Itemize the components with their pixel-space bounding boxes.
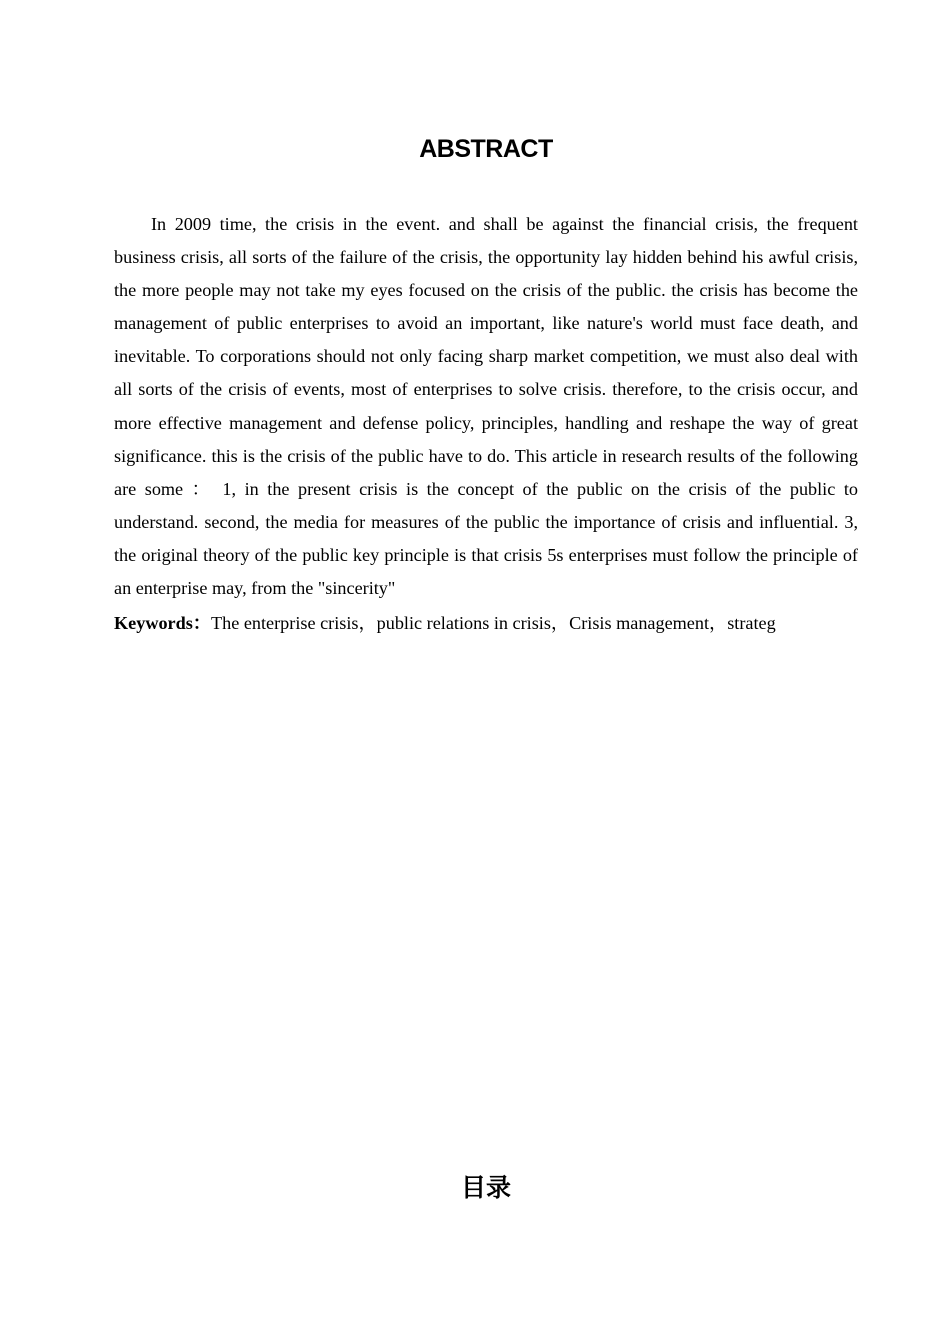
keywords-label: Keywords： [114, 613, 211, 633]
abstract-title: ABSTRACT [419, 135, 553, 163]
table-of-contents-title: 目录 [460, 1173, 511, 1202]
keywords-text: The enterprise crisis，public relations in crisis，Crisis management，strateg [211, 613, 776, 633]
abstract-body: In 2009 time, the crisis in the event. and shall be against the financial crisis, the frequent business crisis, all sorts of the failure of the crisis, the opportunity lay hidden behind his awful crisis, the more people may not take my eyes focused on the crisis of the public. the crisis has become the management of public enterprises to avoid an important, like nature's world must face death, and inevitable. To corporations should not only facing sharp market competition, we must also deal with all sorts of the crisis of events, most of enterprises to solve crisis. therefore, to the crisis occur, and more effective management and defense policy, principles, handling and reshape the way of great significance. this is the crisis of the public have to do. This article in research results of the following are some ： 1, in the present crisis is the concept of the public on the crisis of the public to understand. second, the media for measures of the public the importance of crisis and influential. 3, the original theory of the public key principle is that crisis 5s enterprises must follow the principle of an enterprise may, from the "sincerity" [114, 214, 858, 599]
keywords-line [114, 607, 874, 640]
